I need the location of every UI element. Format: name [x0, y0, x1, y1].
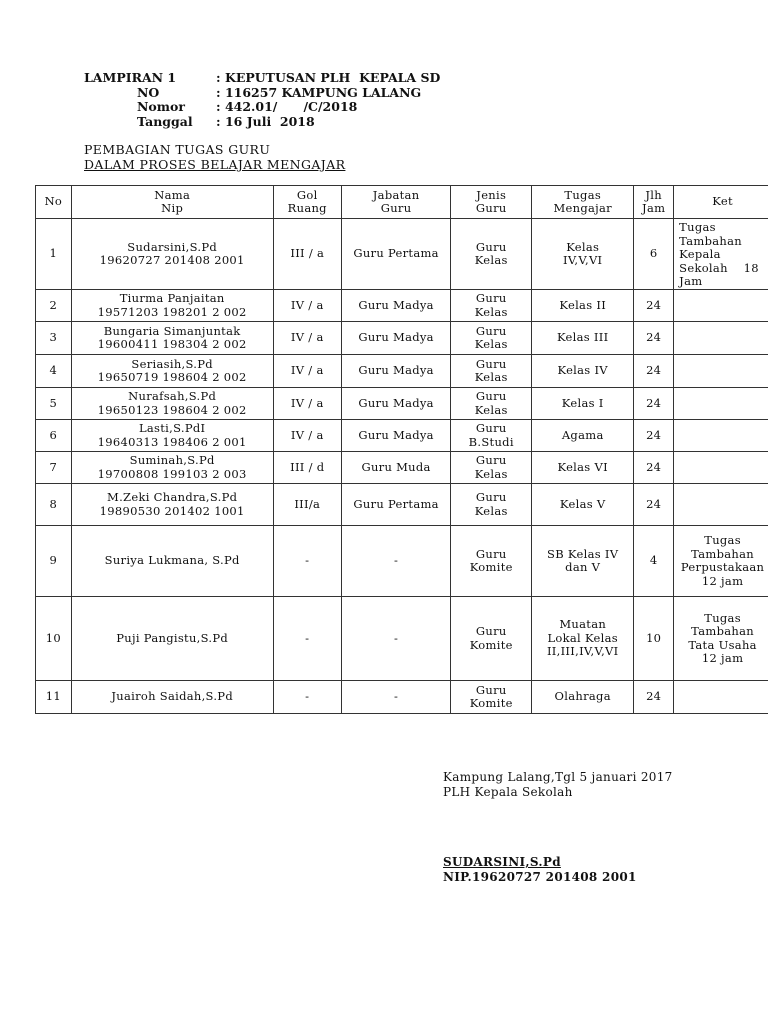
cell-tugas: SB Kelas IV dan V [532, 526, 634, 597]
column-header-jabatan: Jabatan Guru [341, 186, 450, 219]
table-row [36, 388, 768, 420]
cell-nama: Sudarsini,S.Pd 19620727 201408 2001 [71, 219, 273, 290]
table-header-row [36, 186, 768, 219]
cell-jabatan: Guru Madya [341, 322, 450, 355]
cell-jam: 4 [634, 526, 674, 597]
cell-ket [674, 484, 768, 526]
cell-tugas: Kelas VI [532, 452, 634, 484]
cell-no: 4 [36, 355, 72, 388]
cell-nama: Tiurma Panjaitan 19571203 198201 2 002 [71, 290, 273, 322]
cell-ket [674, 452, 768, 484]
cell-no: 5 [36, 388, 72, 420]
cell-tugas: Kelas V [532, 484, 634, 526]
cell-jam: 24 [634, 290, 674, 322]
column-header-jam: Jlh Jam [634, 186, 674, 219]
cell-tugas: Kelas IV [532, 355, 634, 388]
column-header-tugas: Tugas Mengajar [532, 186, 634, 219]
cell-gol: - [273, 681, 341, 714]
signature-block [443, 770, 673, 799]
cell-nama: Suriya Lukmana, S.Pd [71, 526, 273, 597]
cell-ket [674, 388, 768, 420]
cell-jam: 24 [634, 484, 674, 526]
cell-gol: - [273, 526, 341, 597]
cell-jabatan: - [341, 597, 450, 681]
cell-no: 7 [36, 452, 72, 484]
cell-nama: Seriasih,S.Pd 19650719 198604 2 002 [71, 355, 273, 388]
cell-jabatan: Guru Madya [341, 388, 450, 420]
cell-gol: IV / a [273, 355, 341, 388]
cell-jenis: Guru Kelas [451, 219, 532, 290]
table-row [36, 355, 768, 388]
table-row [36, 290, 768, 322]
cell-tugas: Agama [532, 420, 634, 452]
header-label: Tanggal [137, 113, 193, 129]
cell-no: 6 [36, 420, 72, 452]
header-row-lampiran [84, 71, 440, 86]
signature-place-date: Kampung Lalang,Tgl 5 januari 2017 [443, 770, 673, 784]
cell-no: 11 [36, 681, 72, 714]
column-header-nama: Nama Nip [71, 186, 273, 219]
cell-tugas: Kelas II [532, 290, 634, 322]
cell-jenis: Guru B.Studi [451, 420, 532, 452]
cell-nama: Juairoh Saidah,S.Pd [71, 681, 273, 714]
cell-no: 2 [36, 290, 72, 322]
table-row [36, 681, 768, 714]
cell-tugas: Kelas IV,V,VI [532, 219, 634, 290]
header-value: : 442.01/ /C/2018 [216, 99, 358, 114]
cell-gol: IV / a [273, 322, 341, 355]
cell-jenis: Guru Kelas [451, 355, 532, 388]
cell-no: 10 [36, 597, 72, 681]
column-header-no: No [36, 186, 72, 219]
cell-jabatan: - [341, 681, 450, 714]
signature-nip: NIP.19620727 201408 2001 [443, 869, 637, 884]
cell-jabatan: Guru Madya [341, 420, 450, 452]
cell-jam: 24 [634, 388, 674, 420]
header-row-no [84, 86, 440, 101]
cell-jabatan: Guru Madya [341, 355, 450, 388]
table-row [36, 420, 768, 452]
column-header-gol: Gol Ruang [273, 186, 341, 219]
cell-jenis: Guru Komite [451, 597, 532, 681]
document-title [84, 142, 345, 172]
cell-ket [674, 355, 768, 388]
signature-position: PLH Kepala Sekolah [443, 784, 573, 799]
cell-gol: III / a [273, 219, 341, 290]
cell-no: 9 [36, 526, 72, 597]
cell-ket [674, 420, 768, 452]
cell-nama: Lasti,S.PdI 19640313 198406 2 001 [71, 420, 273, 452]
cell-gol: - [273, 597, 341, 681]
cell-jam: 24 [634, 322, 674, 355]
cell-no: 1 [36, 219, 72, 290]
column-header-jenis: Jenis Guru [451, 186, 532, 219]
cell-nama: M.Zeki Chandra,S.Pd 19890530 201402 1001 [71, 484, 273, 526]
cell-jam: 6 [634, 219, 674, 290]
cell-ket [674, 322, 768, 355]
cell-nama: Nurafsah,S.Pd 19650123 198604 2 002 [71, 388, 273, 420]
header-value: : 116257 KAMPUNG LALANG [216, 84, 422, 100]
header-value: : KEPUTUSAN PLH KEPALA SD [216, 70, 441, 85]
cell-nama: Puji Pangistu,S.Pd [71, 597, 273, 681]
cell-jam: 24 [634, 681, 674, 714]
cell-nama: Suminah,S.Pd 19700808 199103 2 003 [71, 452, 273, 484]
cell-gol: IV / a [273, 388, 341, 420]
header-label: Nomor [137, 99, 185, 114]
cell-no: 8 [36, 484, 72, 526]
title-line-1: PEMBAGIAN TUGAS GURU [84, 142, 271, 157]
header-row-tanggal [84, 115, 440, 130]
cell-jam: 24 [634, 452, 674, 484]
cell-jam: 10 [634, 597, 674, 681]
column-header-ket: Ket [674, 186, 768, 219]
cell-gol: III/a [273, 484, 341, 526]
cell-ket: Tugas Tambahan Perpustakaan 12 jam [674, 526, 768, 597]
table-row [36, 484, 768, 526]
cell-jam: 24 [634, 420, 674, 452]
cell-ket: Tugas Tambahan Kepala Sekolah 18 Jam [674, 219, 768, 290]
cell-gol: IV / a [273, 290, 341, 322]
cell-jenis: Guru Kelas [451, 322, 532, 355]
signature-name: SUDARSINI,S.Pd [443, 855, 561, 869]
title-line-2: DALAM PROSES BELAJAR MENGAJAR [84, 157, 346, 172]
header-row-nomor [84, 100, 440, 115]
cell-ket [674, 681, 768, 714]
table-row [36, 597, 768, 681]
cell-tugas: Olahraga [532, 681, 634, 714]
cell-jenis: Guru Kelas [451, 452, 532, 484]
cell-tugas: Kelas III [532, 322, 634, 355]
table-row [36, 322, 768, 355]
cell-jenis: Guru Kelas [451, 290, 532, 322]
header-value: : 16 Juli 2018 [216, 113, 315, 129]
header-label: LAMPIRAN 1 [84, 70, 177, 85]
cell-gol: III / d [273, 452, 341, 484]
cell-jenis: Guru Komite [451, 526, 532, 597]
cell-jabatan: Guru Pertama [341, 484, 450, 526]
cell-jenis: Guru Komite [451, 681, 532, 714]
cell-jabatan: Guru Pertama [341, 219, 450, 290]
cell-tugas: Kelas I [532, 388, 634, 420]
cell-jabatan: Guru Madya [341, 290, 450, 322]
cell-jenis: Guru Kelas [451, 388, 532, 420]
cell-jabatan: Guru Muda [341, 452, 450, 484]
table-row [36, 526, 768, 597]
cell-nama: Bungaria Simanjuntak 19600411 198304 2 002 [71, 322, 273, 355]
cell-jabatan: - [341, 526, 450, 597]
cell-ket [674, 290, 768, 322]
cell-ket: Tugas Tambahan Tata Usaha 12 jam [674, 597, 768, 681]
signature-name-block [443, 855, 637, 884]
cell-gol: IV / a [273, 420, 341, 452]
table-row [36, 219, 768, 290]
cell-no: 3 [36, 322, 72, 355]
document-header [84, 71, 440, 129]
teacher-assignment-table [35, 185, 768, 714]
cell-jam: 24 [634, 355, 674, 388]
table-row [36, 452, 768, 484]
header-label: NO [137, 84, 160, 100]
cell-jenis: Guru Kelas [451, 484, 532, 526]
cell-tugas: Muatan Lokal Kelas II,III,IV,V,VI [532, 597, 634, 681]
